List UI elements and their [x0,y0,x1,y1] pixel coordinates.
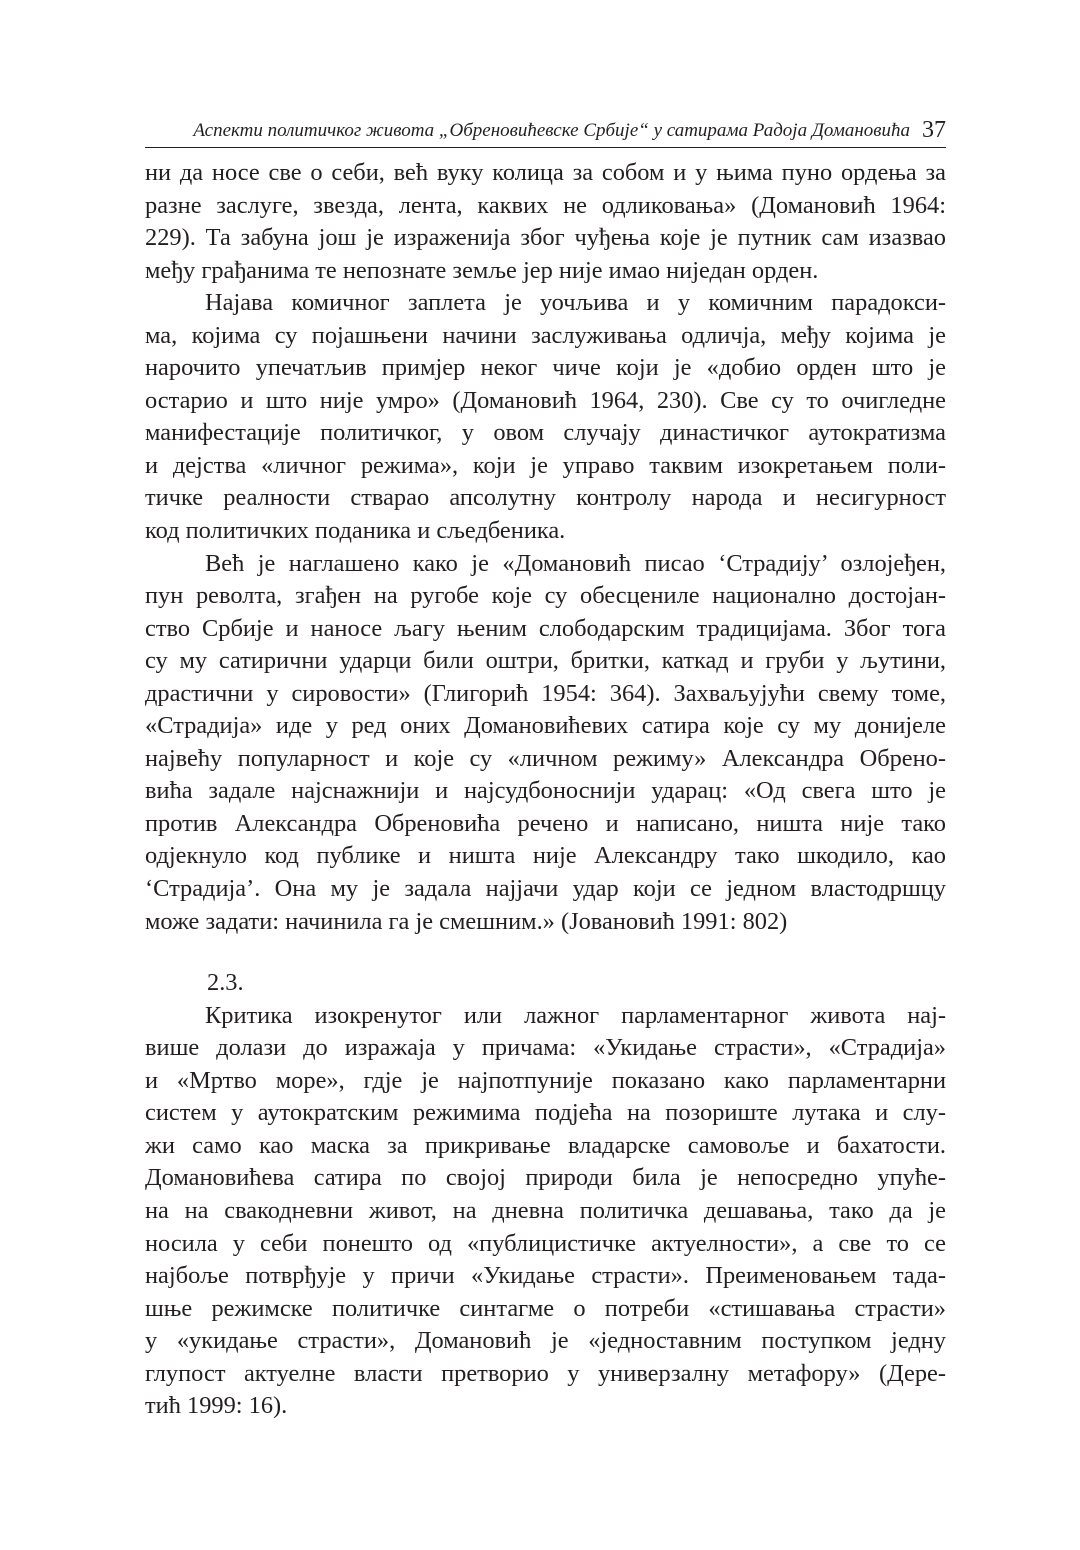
section-paragraphs [145,1000,946,1423]
text-line: ма, којима су појашњени начини заслуживања одличја, међу којима је [145,321,946,349]
text-line: Најава комичног заплета је уочљива и у комичним парадокси- [205,289,946,317]
text-line: жи само као маска за прикривање владарске самовоље и бахатости. [145,1131,946,1159]
section-number: 2.3. [207,969,244,997]
body-text [145,157,946,1423]
text-line: ни да носе све о себи, већ вуку колица за собом и у њима пуно ордења за [145,159,946,186]
text-line: више долази до изражаја у причама: «Укидање страсти», «Страдија» [145,1034,946,1062]
paragraph [145,1000,946,1423]
running-title: Аспекти политичког живота „Обреновићевске Србије“ у сатирама Радоја Домановића [193,120,910,141]
paragraph [145,287,946,547]
text-line: против Александра Обреновића речено и написано, ништа није тако [145,809,946,837]
text-line: најбоље потврђује у причи «Укидање страсти». Преименовањем тада- [145,1262,946,1290]
text-line: 229). Та забуна још је израженија због чуђења које је путник сам изазвао [145,224,946,252]
page-number: 37 [922,117,946,143]
text-line: ство Србије и наносе љагу њеним слободарским традицијама. Због тога [145,614,946,642]
text-line: шње режимске политичке синтагме о потреби «стишавања страсти» [145,1294,946,1322]
text-line: систем у аутократским режимима подјећа на позориште лутака и слу- [145,1099,946,1127]
paragraphs-before-section [145,157,946,938]
text-line: Критика изокренутог или лажног парламентарног живота нај- [205,1001,946,1029]
text-line: остарио и што није умро» (Домановић 1964, 230). Све су то очигледне [145,386,946,414]
text-line: у «укидање страсти», Домановић је «једноставним поступком једну [145,1327,946,1355]
text-line: носила у себи понешто од «публицистичке актуелности», а све то се [145,1229,946,1257]
text-line: «Страдија» иде у ред оних Домановићевих сатира које су му донијеле [145,712,946,740]
text-line: међу грађанима те непознате земље јер није имао ниједан орден. [145,256,819,284]
text-line: драстични у сировости» (Глигорић 1954: 364). Захваљујући свему томе, [145,679,946,707]
paragraph [145,157,946,287]
page-header [145,112,946,148]
text-line: Домановићева сатира по својој природи била је непосредно упуће- [145,1164,946,1192]
text-line: може задати: начинила га је смешним.» (Јовановић 1991: 802) [145,907,788,935]
text-line: манифестације политичког, у овом случају династичког аутократизма [145,419,946,447]
text-line: разне заслуге, звезда, лента, каквих не одликовања» (Домановић 1964: [145,191,946,219]
text-line: одјекнуло код публике и ништа није Александру тако шкодило, као [145,842,946,870]
paragraph [145,548,946,939]
text-line: тичке реалности стварао апсолутну контролу народа и несигурност [145,484,946,512]
text-line: код политичких поданика и сљедбеника. [145,517,566,545]
text-line: нарочито упечатљив примјер неког чиче који је «добио орден што је [145,354,946,382]
text-line: и «Мртво море», гдје је најпотпуније показано како парламентарни [145,1066,946,1094]
text-line: ‘Страдија’. Она му је задала најјачи удар који се једном властодршцу [145,875,946,903]
text-line: тић 1999: 16). [145,1392,288,1420]
text-line: највећу популарност и које су «личном режиму» Александра Обрено- [145,744,946,772]
text-line: Већ је наглашено како је «Домановић писао ‘Страдију’ озлојеђен, [205,549,946,577]
text-line: вића задале најснажнији и најсудбоноснији ударац: «Од свега што је [145,777,946,805]
text-line: су му сатирични ударци били оштри, бритки, каткад и груби у љутини, [145,647,946,675]
text-line: и дејства «личног режима», који је управо таквим изокретањем поли- [145,451,946,479]
text-line: глупост актуелне власти претворио у универзалну метафору» (Дере- [145,1359,946,1387]
text-line: на на свакодневни живот, на дневна политичка дешавања, тако да је [145,1196,946,1224]
text-line: пун револта, згађен на ругобе које су обесцениле национално достојан- [145,582,946,610]
section-gap [145,938,946,967]
